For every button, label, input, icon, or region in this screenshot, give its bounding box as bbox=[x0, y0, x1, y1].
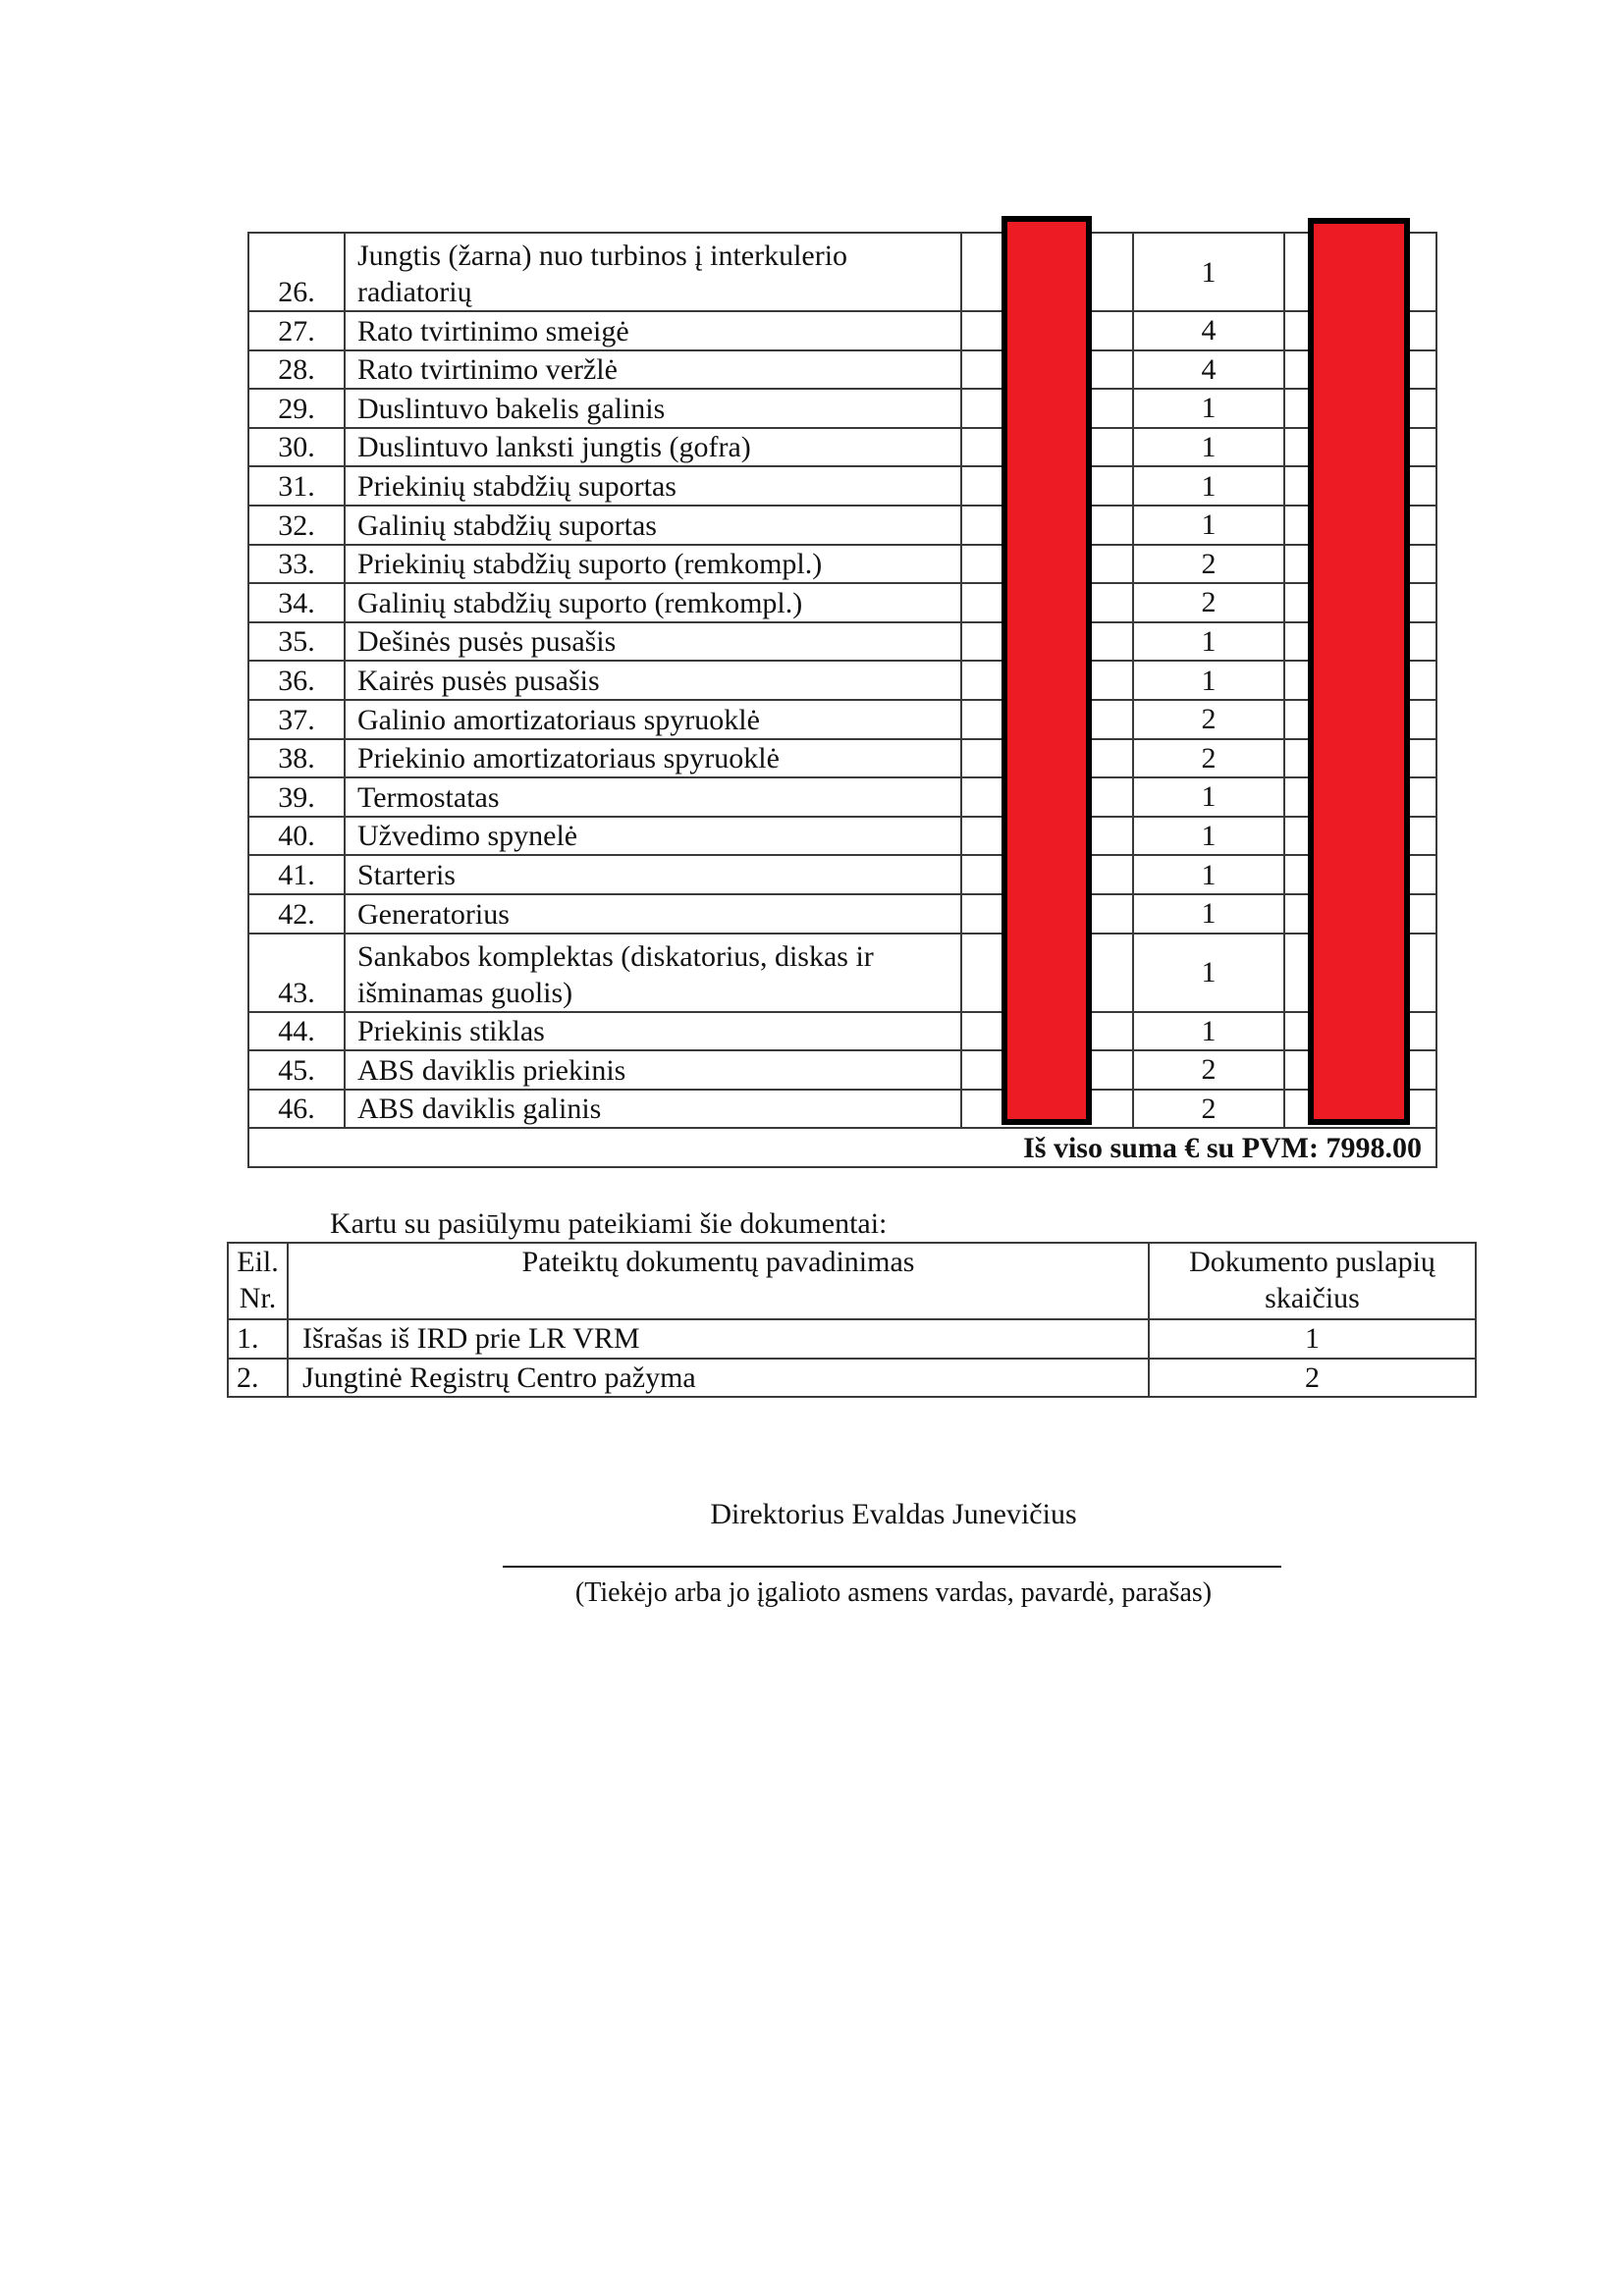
items-table bbox=[247, 232, 1437, 1168]
qty-cell: 1 bbox=[1133, 466, 1284, 506]
row-number: 27. bbox=[248, 311, 345, 350]
total-row bbox=[248, 1128, 1436, 1167]
documents-intro: Kartu su pasiūlymu pateikiami šie dokumentai: bbox=[330, 1207, 888, 1240]
table-row bbox=[248, 1090, 1436, 1129]
item-name: Termostatas bbox=[345, 777, 961, 817]
row-number: 38. bbox=[248, 739, 345, 778]
table-row bbox=[248, 583, 1436, 622]
header-pages-line1: Dokumento puslapių bbox=[1189, 1246, 1435, 1278]
table-row bbox=[248, 855, 1436, 894]
row-number: 44. bbox=[248, 1012, 345, 1051]
qty-cell: 1 bbox=[1133, 777, 1284, 817]
table-row bbox=[248, 934, 1436, 1012]
item-name: Priekinių stabdžių suportas bbox=[345, 466, 961, 506]
table-row bbox=[248, 233, 1436, 311]
item-name-line1: Jungtis (žarna) nuo turbinos į interkulerio bbox=[357, 240, 848, 272]
header-no-line1: Eil. bbox=[237, 1246, 279, 1278]
row-number: 37. bbox=[248, 700, 345, 739]
item-name: Galinio amortizatoriaus spyruoklė bbox=[345, 700, 961, 739]
row-number: 42. bbox=[248, 894, 345, 934]
item-name-line1: Sankabos komplektas (diskatorius, diskas ir bbox=[357, 939, 874, 973]
row-number: 43. bbox=[248, 934, 345, 1012]
qty-cell: 1 bbox=[1133, 661, 1284, 700]
item-name-line2: išminamas guolis) bbox=[357, 976, 573, 1009]
table-row bbox=[248, 894, 1436, 934]
table-row bbox=[248, 545, 1436, 584]
row-number: 40. bbox=[248, 817, 345, 856]
qty-cell: 2 bbox=[1133, 1090, 1284, 1129]
header-no-line2: Nr. bbox=[239, 1282, 277, 1314]
row-number: 36. bbox=[248, 661, 345, 700]
qty-cell: 1 bbox=[1133, 233, 1284, 311]
qty-cell: 2 bbox=[1133, 739, 1284, 778]
qty-cell: 2 bbox=[1133, 700, 1284, 739]
table-row bbox=[248, 661, 1436, 700]
item-name: Priekinis stiklas bbox=[345, 1012, 961, 1051]
header-pages-line2: skaičius bbox=[1265, 1282, 1360, 1314]
table-row bbox=[248, 700, 1436, 739]
redaction-box-sum bbox=[1308, 218, 1410, 1125]
row-number: 35. bbox=[248, 622, 345, 662]
qty-cell: 1 bbox=[1133, 934, 1284, 1012]
item-name: Galinių stabdžių suporto (remkompl.) bbox=[345, 583, 961, 622]
qty-cell: 1 bbox=[1133, 855, 1284, 894]
item-name: ABS daviklis galinis bbox=[345, 1090, 961, 1129]
row-number: 28. bbox=[248, 350, 345, 390]
qty-cell: 4 bbox=[1133, 350, 1284, 390]
item-name: Rato tvirtinimo smeigė bbox=[345, 311, 961, 350]
qty-cell: 1 bbox=[1133, 506, 1284, 545]
documents-header-row bbox=[228, 1243, 1476, 1319]
item-name-line2: radiatorių bbox=[357, 276, 472, 308]
table-row bbox=[248, 506, 1436, 545]
row-number: 26. bbox=[248, 233, 345, 311]
qty-cell: 2 bbox=[1133, 583, 1284, 622]
table-row bbox=[248, 1012, 1436, 1051]
item-name bbox=[345, 934, 961, 1012]
header-name: Pateiktų dokumentų pavadinimas bbox=[288, 1243, 1149, 1319]
documents-table bbox=[227, 1242, 1477, 1398]
total-sum: Iš viso suma € su PVM: 7998.00 bbox=[248, 1128, 1436, 1167]
table-row bbox=[248, 389, 1436, 428]
qty-cell: 1 bbox=[1133, 894, 1284, 934]
row-number: 30. bbox=[248, 428, 345, 467]
table-row bbox=[248, 777, 1436, 817]
signature-line bbox=[503, 1566, 1281, 1568]
table-row bbox=[228, 1359, 1476, 1397]
document-pages: 2 bbox=[1149, 1359, 1476, 1397]
qty-cell: 4 bbox=[1133, 311, 1284, 350]
qty-cell: 1 bbox=[1133, 389, 1284, 428]
signature-caption: (Tiekėjo arba jo įgalioto asmens vardas, pavardė, parašas) bbox=[574, 1577, 1213, 1608]
item-name: Kairės pusės pusašis bbox=[345, 661, 961, 700]
row-number: 45. bbox=[248, 1050, 345, 1090]
redaction-box-price bbox=[1001, 216, 1092, 1125]
table-row bbox=[248, 350, 1436, 390]
row-number: 39. bbox=[248, 777, 345, 817]
document-name: Jungtinė Registrų Centro pažyma bbox=[288, 1359, 1149, 1397]
item-name: Galinių stabdžių suportas bbox=[345, 506, 961, 545]
row-number: 29. bbox=[248, 389, 345, 428]
qty-cell: 1 bbox=[1133, 428, 1284, 467]
document-pages: 1 bbox=[1149, 1319, 1476, 1359]
item-name: Starteris bbox=[345, 855, 961, 894]
qty-cell: 2 bbox=[1133, 545, 1284, 584]
table-row bbox=[248, 622, 1436, 662]
row-number: 2. bbox=[228, 1359, 288, 1397]
row-number: 33. bbox=[248, 545, 345, 584]
header-pages bbox=[1149, 1243, 1476, 1319]
table-row bbox=[248, 466, 1436, 506]
row-number: 31. bbox=[248, 466, 345, 506]
qty-cell: 1 bbox=[1133, 622, 1284, 662]
item-name: Duslintuvo lanksti jungtis (gofra) bbox=[345, 428, 961, 467]
row-number: 46. bbox=[248, 1090, 345, 1129]
row-number: 41. bbox=[248, 855, 345, 894]
row-number: 34. bbox=[248, 583, 345, 622]
table-row bbox=[228, 1319, 1476, 1359]
item-name: Priekinių stabdžių suporto (remkompl.) bbox=[345, 545, 961, 584]
signatory-name: Direktorius Evaldas Junevičius bbox=[710, 1498, 1077, 1530]
item-name: Duslintuvo bakelis galinis bbox=[345, 389, 961, 428]
table-row bbox=[248, 1050, 1436, 1090]
item-name: Generatorius bbox=[345, 894, 961, 934]
document-name: Išrašas iš IRD prie LR VRM bbox=[288, 1319, 1149, 1359]
table-row bbox=[248, 428, 1436, 467]
item-name: Rato tvirtinimo veržlė bbox=[345, 350, 961, 390]
table-row bbox=[248, 311, 1436, 350]
item-name: ABS daviklis priekinis bbox=[345, 1050, 961, 1090]
table-row bbox=[248, 817, 1436, 856]
item-name: Užvedimo spynelė bbox=[345, 817, 961, 856]
header-no bbox=[228, 1243, 288, 1319]
item-name: Dešinės pusės pusašis bbox=[345, 622, 961, 662]
table-row bbox=[248, 739, 1436, 778]
row-number: 1. bbox=[228, 1319, 288, 1359]
item-name: Priekinio amortizatoriaus spyruoklė bbox=[345, 739, 961, 778]
qty-cell: 1 bbox=[1133, 1012, 1284, 1051]
item-name bbox=[345, 233, 961, 311]
qty-cell: 2 bbox=[1133, 1050, 1284, 1090]
row-number: 32. bbox=[248, 506, 345, 545]
qty-cell: 1 bbox=[1133, 817, 1284, 856]
